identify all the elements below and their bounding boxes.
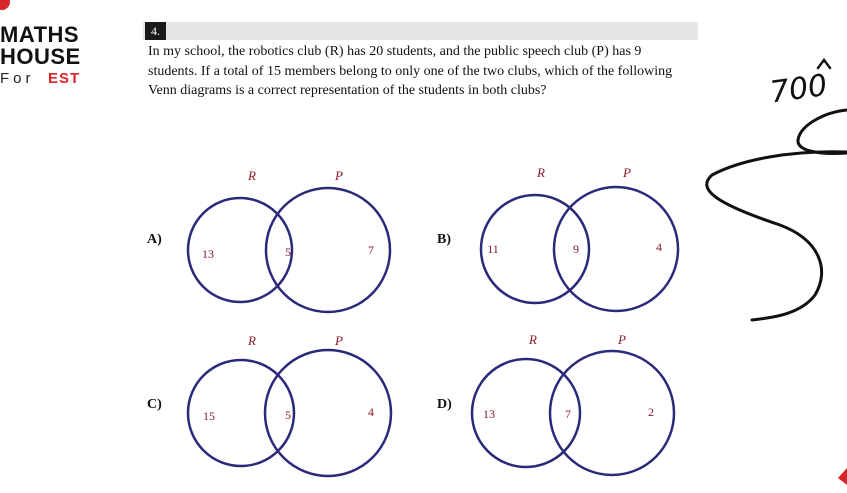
ink-hat-stroke: [818, 60, 830, 68]
logo-line-for: For: [0, 70, 35, 87]
region-only-p: 4: [656, 240, 662, 254]
set-label-r: R: [529, 332, 537, 347]
region-only-p: 2: [648, 405, 654, 419]
set-label-p: P: [623, 165, 631, 180]
region-only-r: 13: [202, 247, 214, 261]
logo-line-maths: MATHS: [0, 22, 80, 47]
region-both: 5: [285, 408, 291, 422]
ink-corner-mark: [838, 468, 847, 485]
set-label-p: P: [335, 333, 343, 348]
region-only-p: 4: [368, 405, 374, 419]
logo-line-est: EST: [48, 70, 81, 87]
handwritten-700: 700: [767, 67, 830, 111]
region-only-r: 13: [483, 407, 495, 421]
set-label-r: R: [248, 333, 256, 348]
ink-upper-stroke: [798, 110, 847, 153]
logo-line-house: HOUSE: [0, 44, 81, 69]
region-only-r: 15: [203, 409, 215, 423]
region-both: 9: [573, 242, 579, 256]
question-text: In my school, the robotics club (R) has 20 students, and the public speech club (P) has 9 students. If a total of 15 members belong to only one of the two clubs, which of the following Venn diagrams is a correct representation of the students in both clubs?: [148, 44, 673, 98]
option-a-label[interactable]: A): [147, 232, 162, 247]
question-number: 4.: [145, 22, 166, 40]
region-both: 7: [565, 407, 571, 421]
option-b-label[interactable]: B): [437, 232, 451, 247]
set-label-p: P: [618, 332, 626, 347]
region-both: 5: [285, 245, 291, 259]
option-c-label[interactable]: C): [147, 397, 162, 412]
ink-curve-stroke: [707, 152, 847, 320]
option-d-label[interactable]: D): [437, 397, 452, 412]
set-label-p: P: [335, 168, 343, 183]
set-label-r: R: [248, 168, 256, 183]
set-label-r: R: [537, 165, 545, 180]
region-only-r: 11: [487, 242, 499, 256]
region-only-p: 7: [368, 243, 374, 257]
